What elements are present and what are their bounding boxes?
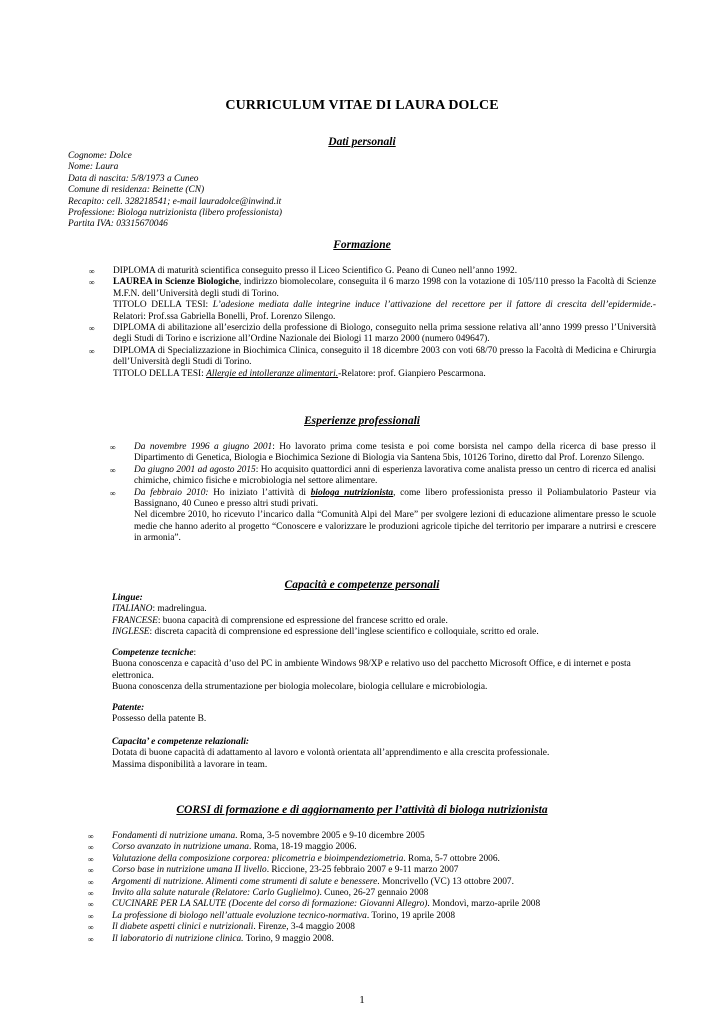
relational-skills-block — [112, 737, 657, 771]
license-block — [112, 703, 657, 726]
bullet-icon: ∞ — [88, 866, 94, 876]
list-item — [88, 831, 657, 842]
technical-line: Buona conoscenza e capacità d’uso del PC in ambiente Windows 98/XP e relativo uso del pacchetto Microsoft Office, e di internet e posta elettronica. — [112, 659, 631, 681]
course-details: . Roma, 18-19 maggio 2006. — [249, 842, 357, 853]
list-item — [110, 464, 656, 488]
experience-role: biologa nutrizionista — [310, 487, 394, 498]
education-list — [89, 266, 656, 380]
technical-label — [112, 648, 657, 659]
course-details: Torino, 9 maggio 2008. — [243, 933, 334, 944]
thesis-label: TITOLO DELLA TESI: — [113, 300, 213, 311]
bullet-icon: ∞ — [89, 324, 95, 334]
bullet-icon: ∞ — [110, 465, 116, 475]
course-title: CUCINARE PER LA SALUTE (Docente del corso di formazione: Giovanni Allegro) — [112, 899, 428, 910]
license-label: Patente: — [112, 703, 145, 713]
language-name: ITALIANO — [112, 604, 153, 615]
list-item — [88, 842, 657, 853]
list-item — [88, 865, 657, 876]
course-details: . Firenze, 3-4 maggio 2008 — [253, 922, 355, 933]
courses-list — [88, 831, 657, 945]
bullet-icon: ∞ — [88, 923, 94, 933]
bullet-icon: ∞ — [88, 854, 94, 864]
experience-period: Da febbraio 2010: — [134, 487, 209, 498]
page-number: 1 — [359, 994, 365, 1006]
bullet-icon: ∞ — [110, 443, 116, 452]
language-line — [112, 604, 657, 615]
course-title: Fondamenti di nutrizione umana — [112, 831, 236, 841]
course-details: . Roma, 3-5 novembre 2005 e 9-10 dicembre 2005 — [235, 831, 425, 841]
degree-title: LAUREA in Scienze Biologiche — [113, 277, 239, 288]
technical-label-text: Competenze tecniche — [112, 648, 194, 658]
personal-data-block — [68, 151, 658, 231]
course-details: . Cuneo, 26-27 gennaio 2008 — [319, 888, 429, 899]
bullet-icon: ∞ — [88, 889, 94, 899]
course-title: Corso base in nutrizione umana II livello — [112, 865, 267, 876]
course-title: Argomenti di nutrizione. Alimenti come strumenti di salute e benessere — [112, 876, 378, 887]
language-level: : discreta capacità di comprensione ed espressione dell’inglese scientifico e colloquiale, scritto ed orale. — [149, 627, 539, 638]
course-details: . Torino, 19 aprile 2008 — [366, 910, 456, 921]
list-item — [89, 277, 656, 323]
list-item — [88, 922, 657, 933]
list-item — [88, 853, 657, 865]
section-heading-education: Formazione — [333, 239, 391, 251]
personal-line: Cognome: Dolce — [68, 151, 132, 161]
bullet-icon: ∞ — [89, 346, 95, 356]
education-text: DIPLOMA di maturità scientifica conseguito presso il Liceo Scientifico G. Peano di Cuneo nell’anno 1992. — [113, 266, 518, 276]
list-item — [88, 910, 657, 922]
personal-line: Partita IVA: 03315670046 — [68, 219, 168, 230]
bullet-icon: ∞ — [88, 934, 94, 944]
course-details: . Moncrivello (VC) 13 ottobre 2007. — [377, 876, 514, 887]
experience-period: Da novembre 1996 a giugno 2001 — [134, 442, 273, 452]
list-item — [88, 876, 657, 888]
bullet-icon: ∞ — [88, 911, 94, 921]
personal-line: Professione: Biologa nutrizionista (libero professionista) — [68, 208, 283, 219]
document-title: CURRICULUM VITAE DI LAURA DOLCE — [225, 98, 499, 113]
education-text: DIPLOMA di Specializzazione in Biochimica Clinica, conseguito il 18 dicembre 2003 con voti 68/70 presso la Facoltà di Medicina e Chirurgia dell’Università degli Studi di Torino. — [113, 345, 656, 368]
thesis-supervisors: -Relatore: prof. Gianpiero Pescarmona. — [338, 368, 486, 379]
section-heading-experience: Esperienze professionali — [304, 415, 420, 427]
course-details: . Roma, 5-7 ottobre 2006. — [403, 853, 500, 864]
list-item — [88, 888, 657, 899]
experience-extra: Nel dicembre 2010, ho ricevuto l’incarico dalla “Comunità Alpi del Mare” per svolgere lezioni di educazione alimentare presso le scuole medie che hanno aderito al progetto “Conoscere e valorizzare le produzioni agricole tipiche del territorio per imparare a nutrirsi e crescere in armonia”. — [134, 510, 656, 544]
experience-text: : Ho lavorato prima come tesista e poi come borsista nel campo della ricerca di base presso il Dipartimento di Genetica, Biologia e Biochimica Sezione di Biologia via Santena 5bis, 10126 Torino, diretto dal Prof. Lorenzo Silengo. — [134, 442, 656, 464]
thesis-supervisors: - Relatori: Prof.ssa Gabriella Bonelli, Prof. Lorenzo Silengo. — [113, 300, 656, 322]
license-line: Possesso della patente B. — [112, 714, 207, 725]
language-level: : madrelingua. — [152, 604, 207, 615]
experience-list — [110, 442, 656, 545]
bullet-icon: ∞ — [89, 267, 95, 276]
bullet-icon: ∞ — [88, 832, 94, 841]
technical-line: Buona conoscenza della strumentazione per biologia molecolare, biologia cellulare e microbiologia. — [112, 682, 488, 693]
thesis-label: TITOLO DELLA TESI: — [113, 368, 207, 379]
languages-label: Lingue: — [112, 593, 143, 603]
thesis-title: Allergie ed intolleranze alimentari. — [206, 368, 339, 379]
list-item — [89, 345, 656, 380]
course-title: Il laboratorio di nutrizione clinica. — [112, 933, 244, 944]
experience-text: : Ho acquisito quattordici anni di esperienza lavorativa come analista presso un centro di ricerca ed analisi chimiche, chimico fisiche e microbiologia nel settore alimentare. — [134, 464, 656, 487]
education-text: DIPLOMA di abilitazione all’esercizio della professione di Biologo, conseguito nella prima sessione relativa all’anno 1999 presso l’Università degli Studi di Torino e iscrizione all’Ordine Nazionale dei Biologi 11 marzo 2000 (numero 049647). — [113, 323, 656, 345]
course-details: . Mondovì, marzo-aprile 2008 — [427, 899, 541, 910]
personal-line: Data di nascita: 5/8/1973 a Cuneo — [68, 173, 199, 184]
bullet-icon: ∞ — [89, 278, 95, 288]
list-item — [89, 323, 656, 346]
section-heading-personal: Dati personali — [328, 136, 396, 148]
language-name: INGLESE — [112, 627, 150, 638]
language-name: FRANCESE — [112, 615, 158, 626]
course-title: Invito alla salute naturale (Relatore: Carlo Guglielmo) — [112, 888, 320, 899]
bullet-icon: ∞ — [88, 877, 94, 887]
experience-period: Da giugno 2001 ad agosto 2015 — [134, 464, 256, 475]
course-title: Corso avanzato in nutrizione umana — [112, 842, 249, 853]
section-heading-skills: Capacità e competenze personali — [284, 579, 440, 591]
bullet-icon: ∞ — [88, 900, 94, 910]
course-title: Valutazione della composizione corporea: plicometria e bioimpendeziometria — [112, 853, 404, 864]
technical-label-colon: : — [193, 648, 197, 658]
course-title: La professione di biologo nell’attuale evoluzione tecnico-normativa — [112, 910, 367, 921]
course-title: Il diabete aspetti clinici e nutrizionali — [112, 922, 254, 933]
skills-block — [112, 593, 657, 639]
personal-line: Comune di residenza: Beinette (CN) — [68, 185, 205, 196]
list-item — [110, 487, 656, 545]
technical-skills-block — [112, 648, 657, 694]
relational-line: Massima disponibilità a lavorare in team. — [112, 759, 268, 770]
experience-text: Ho iniziato l’attività di — [208, 487, 311, 498]
language-level: : buona capacità di comprensione ed espressione del francese scritto ed orale. — [157, 615, 448, 626]
personal-line: Nome: Laura — [68, 162, 119, 173]
personal-line: Recapito: cell. 328218541; e-mail lauradolce@inwind.it — [68, 196, 282, 207]
list-item — [89, 266, 656, 277]
experience-text: , come libero professionista presso il Poliambulatorio Pasteur via Bassignano, 40 Cuneo e presso altri studi privati. — [134, 487, 656, 510]
language-line — [112, 627, 657, 638]
list-item — [110, 442, 656, 465]
thesis-title: L’adesione mediata dalle integrine induce l’attivazione del recettore per il fattore di crescita dell’epidermide. — [212, 300, 653, 311]
bullet-icon: ∞ — [110, 488, 116, 498]
education-text: , indirizzo biomolecolare, conseguita il 6 marzo 1998 con la votazione di 105/110 presso la Facoltà di Scienze M.F.N. dell’Università degli studi di Torino. — [113, 277, 656, 299]
relational-line: Dotata di buone capacità di adattamento al lavoro e volontà orientata all’apprendimento e alla crescita professionale. — [112, 748, 550, 759]
list-item — [88, 899, 657, 910]
section-heading-courses: CORSI di formazione e di aggiornamento per l’attività di biologa nutrizionista — [176, 804, 548, 816]
list-item — [88, 933, 657, 945]
language-line — [112, 616, 657, 627]
bullet-icon: ∞ — [88, 843, 94, 853]
relational-label: Capacita’ e competenze relazionali: — [112, 737, 250, 747]
course-details: . Riccione, 23-25 febbraio 2007 e 9-11 marzo 2007 — [266, 865, 459, 876]
